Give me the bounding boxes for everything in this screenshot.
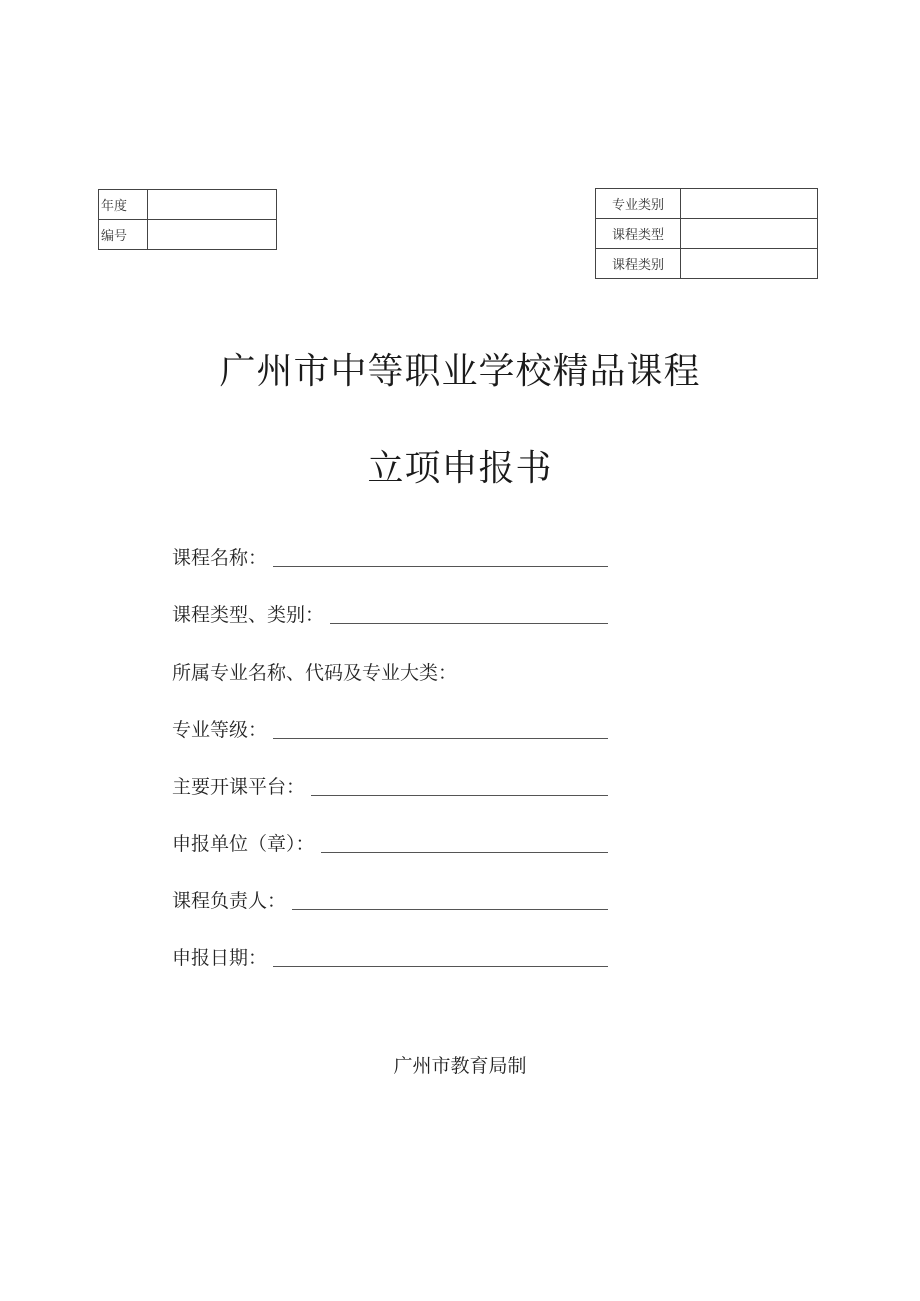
major-info-field	[172, 655, 608, 685]
course-leader-label: 课程负责人：	[172, 890, 287, 912]
teaching-platform-input[interactable]	[311, 794, 608, 796]
document-subtitle: 立项申报书	[367, 448, 553, 489]
course-type-category-field	[172, 597, 608, 627]
year-number-box	[98, 189, 277, 250]
course-category-field[interactable]	[681, 249, 818, 279]
course-category-row	[596, 249, 818, 279]
number-label: 编号	[99, 220, 148, 250]
number-field[interactable]	[148, 220, 277, 250]
category-box	[595, 188, 818, 279]
course-name-field	[172, 540, 608, 570]
major-category-field[interactable]	[681, 189, 818, 219]
application-date-label: 申报日期：	[172, 947, 268, 969]
course-category-label: 课程类别	[596, 249, 681, 279]
number-row	[99, 220, 277, 250]
teaching-platform-field	[172, 769, 608, 799]
course-leader-input[interactable]	[292, 908, 608, 910]
year-field[interactable]	[148, 190, 277, 220]
applicant-unit-field	[172, 826, 608, 856]
application-date-field	[172, 940, 608, 970]
teaching-platform-label: 主要开课平台：	[172, 776, 306, 798]
year-label: 年度	[99, 190, 148, 220]
course-type-category-input[interactable]	[330, 622, 608, 624]
course-leader-field	[172, 883, 608, 913]
issuer-text: 广州市教育局制	[393, 1055, 527, 1077]
major-level-label: 专业等级：	[172, 719, 268, 741]
course-type-label: 课程类型	[596, 219, 681, 249]
course-name-input[interactable]	[273, 565, 608, 567]
course-type-row	[596, 219, 818, 249]
course-name-label: 课程名称：	[172, 547, 268, 569]
major-category-label: 专业类别	[596, 189, 681, 219]
application-date-input[interactable]	[273, 965, 608, 967]
major-info-label: 所属专业名称、代码及专业大类：	[172, 662, 458, 684]
document-title: 广州市中等职业学校精品课程	[219, 351, 701, 392]
course-type-field[interactable]	[681, 219, 818, 249]
major-category-row	[596, 189, 818, 219]
applicant-unit-input[interactable]	[321, 851, 608, 853]
applicant-unit-label: 申报单位（章）：	[172, 833, 315, 855]
year-row	[99, 190, 277, 220]
major-level-field	[172, 712, 608, 742]
course-type-category-label: 课程类型、类别：	[172, 604, 325, 626]
major-level-input[interactable]	[273, 737, 608, 739]
